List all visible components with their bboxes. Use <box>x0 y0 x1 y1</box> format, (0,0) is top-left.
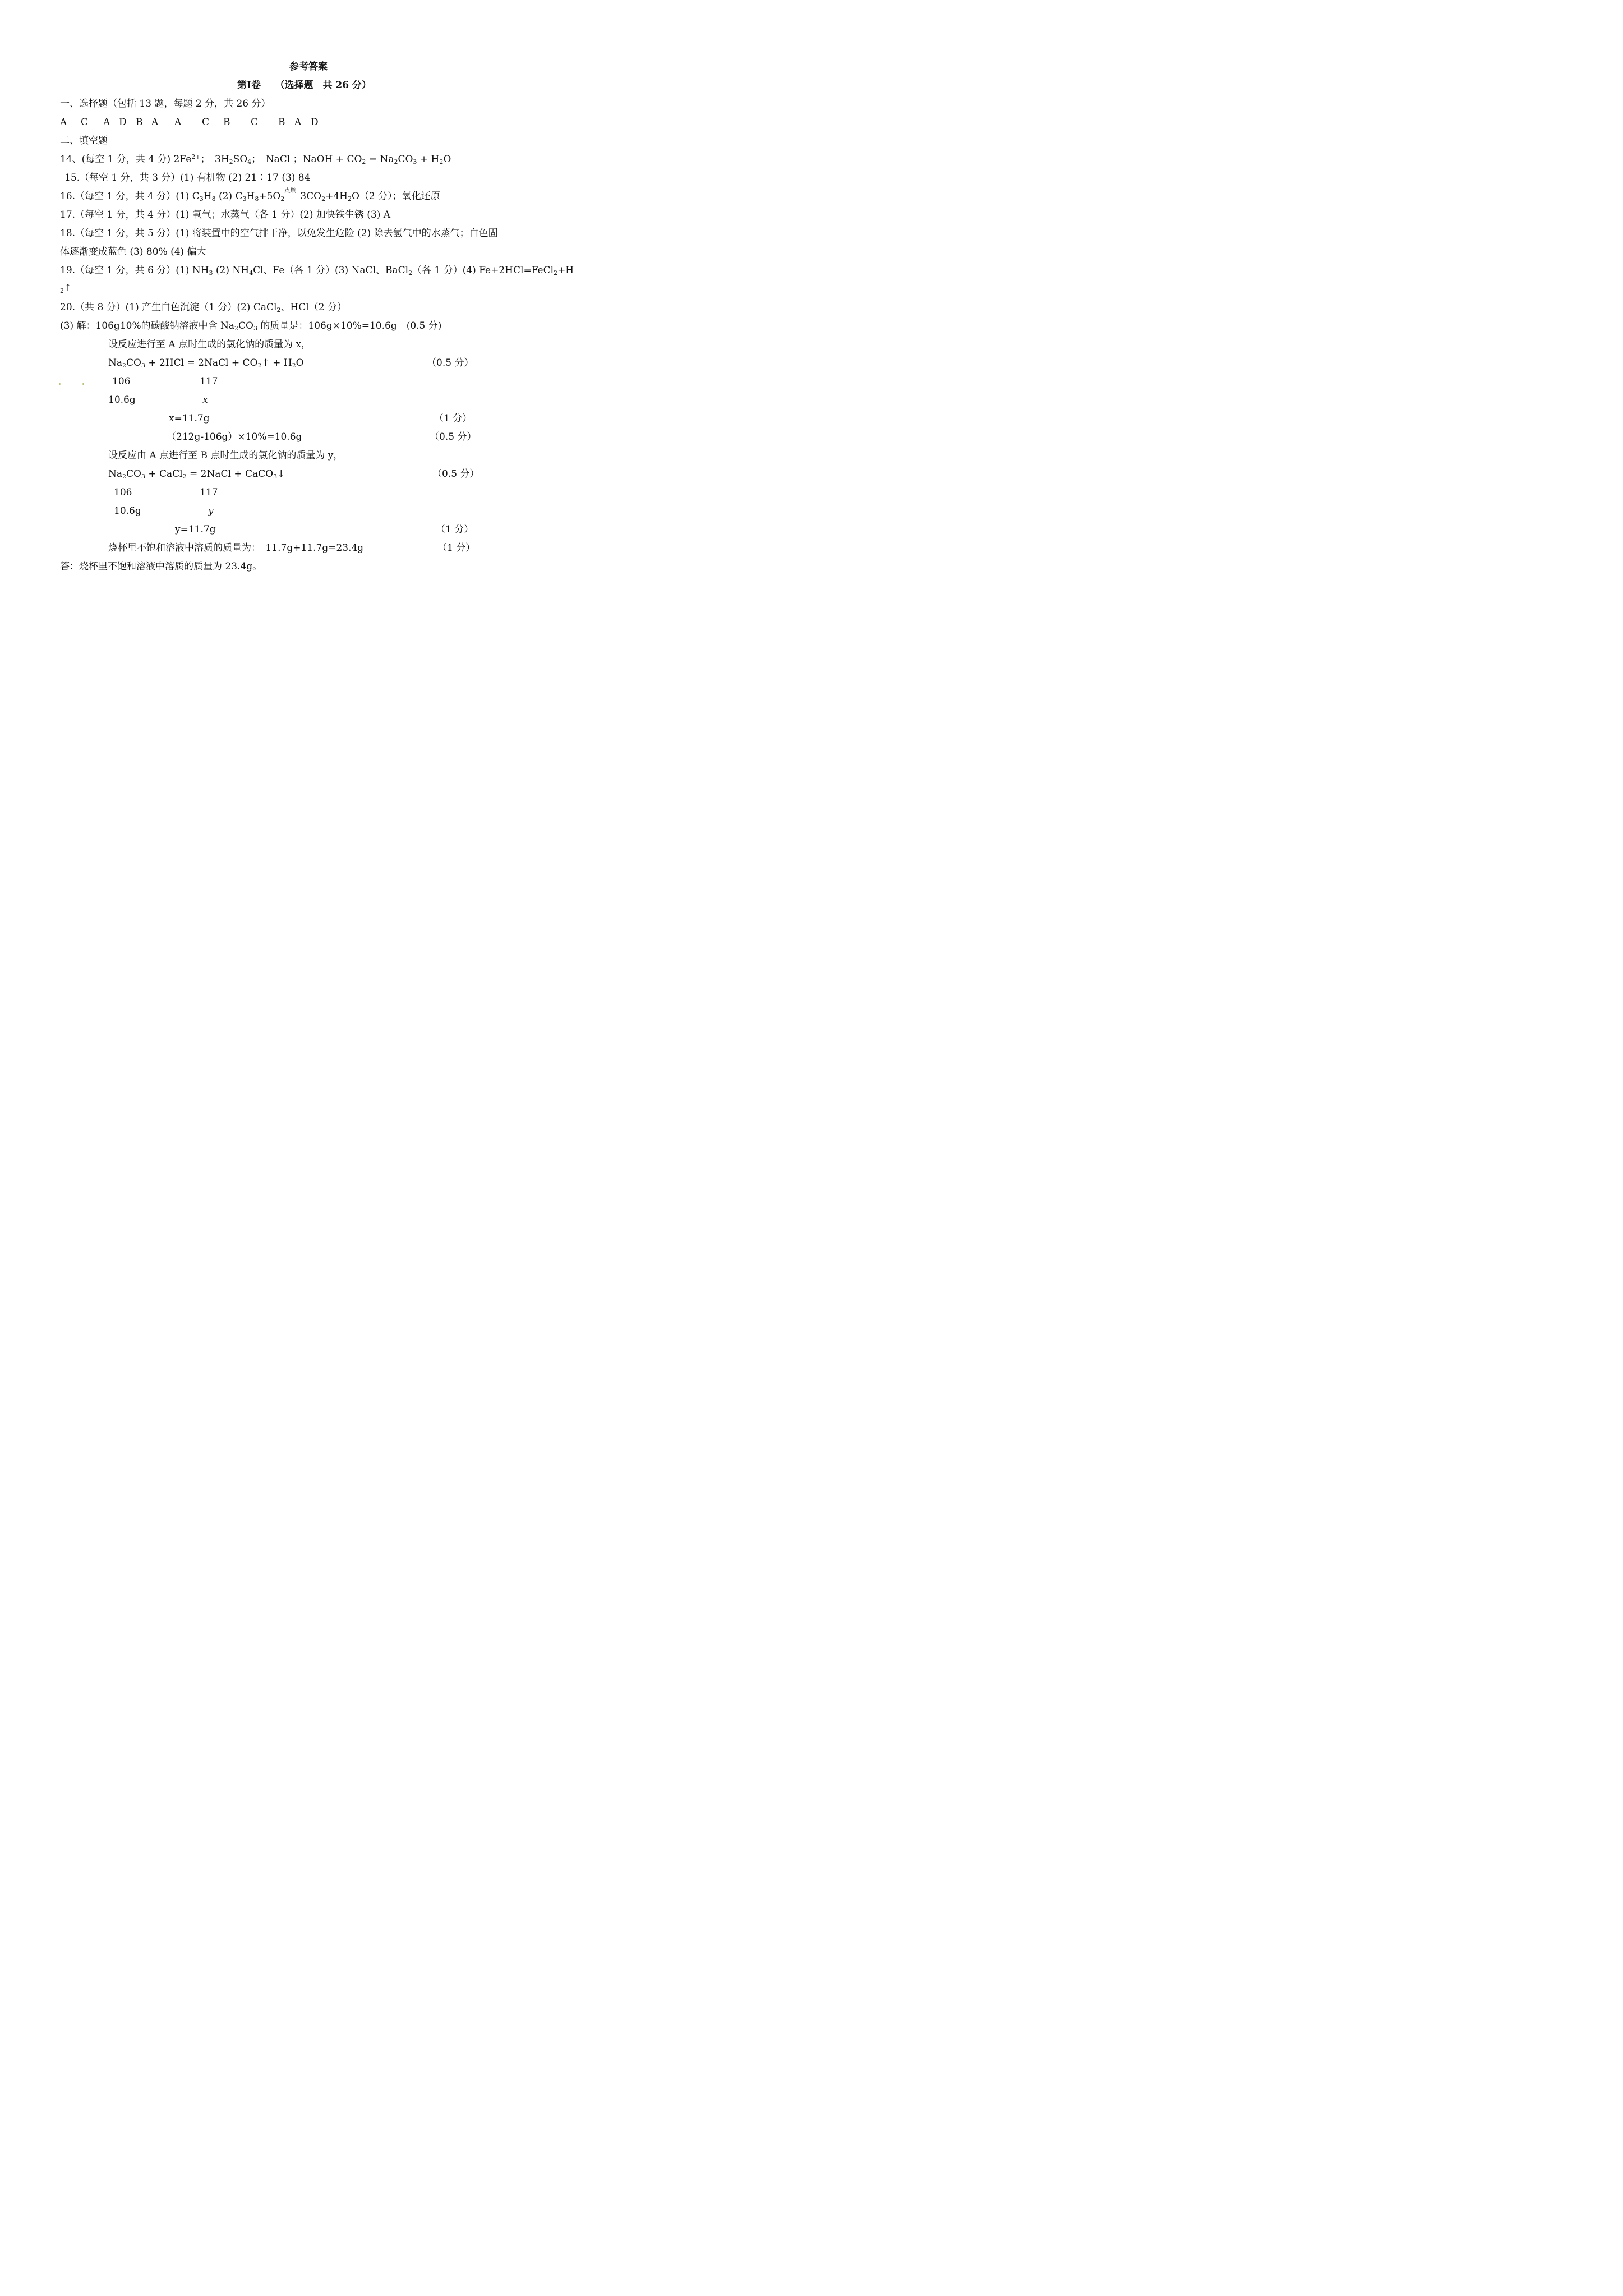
answer-6: A <box>151 117 159 128</box>
answer-9: B <box>223 117 230 128</box>
q20-final-answer: 答：烧杯里不饱和溶液中溶质的质量为 23.4g。 <box>60 561 262 572</box>
decorative-dot <box>59 383 61 385</box>
part1-heading: 一、选择题（包括 13 题，每题 2 分，共 26 分） <box>60 98 271 109</box>
q18-answer-line1: 18.（每空 1 分，共 5 分）(1) 将装置中的空气排干净，以免发生危险 (2) 除去氢气中的水蒸气；白色固 <box>60 228 498 239</box>
q20-eq2-value: 10.6g <box>114 505 141 517</box>
reaction-condition: 点燃 <box>284 188 300 204</box>
q19-answer-line2: $_2$↑ <box>60 283 72 295</box>
q20-solution-intro: (3) 解：106g10%的碳酸钠溶液中含 $Na_2CO_3$ 的质量是：106g×10%=10.6g (0.5 分) <box>60 320 442 332</box>
q20-eq1-unknown: x <box>202 394 208 406</box>
q20-calc-2: （212g-106g）×10%=10.6g <box>167 431 302 443</box>
answer-3: A <box>103 117 110 128</box>
answer-10: C <box>251 117 259 128</box>
q17-answer: 17.（每空 1 分，共 4 分）(1) 氧气；水蒸气（各 1 分）(2) 加快铁生锈 (3) A <box>60 209 391 220</box>
score: （1 分） <box>434 413 472 424</box>
q16-answer: 16.（每空 1 分，共 4 分）(1) $C_3H_8$ (2) $C_3H_8+5O_2$ 点燃 $3CO_2+4H_2O(2$ 分）；氧化还原 <box>60 188 440 204</box>
answer-5: B <box>136 117 143 128</box>
q20-eq1-value: 10.6g <box>108 394 136 406</box>
q20-eq2-mass-117: 117 <box>200 487 218 498</box>
q20-eq1-mass-117: 117 <box>200 376 218 387</box>
score: （1 分） <box>436 524 474 535</box>
score: （0.5 分） <box>432 468 479 480</box>
section-title: 第Ⅰ卷 （选择题 共 26 分） <box>237 80 371 91</box>
answer-8: C <box>202 117 210 128</box>
q20-x-result: x=11.7g <box>169 413 210 424</box>
score: （0.5 分） <box>427 357 474 369</box>
answer-11: B <box>278 117 285 128</box>
q20-eq2-mass-106: 106 <box>114 487 132 498</box>
decorative-dot <box>82 383 84 385</box>
q20-total: 烧杯里不饱和溶液中溶质的质量为： 11.7g+11.7g=23.4g <box>108 542 364 554</box>
q20-eq2-unknown: y <box>208 505 214 517</box>
answer-4: D <box>119 117 127 128</box>
q20-equation-2: $Na_2CO_3$ + CaCl$_2$ = 2NaCl + CaCO$_3$↓ （0.5 分） <box>108 466 501 482</box>
part2-heading: 二、填空题 <box>60 135 108 146</box>
answer-2: C <box>81 117 89 128</box>
q20-eq1-mass-106: 106 <box>112 376 131 387</box>
q15-answer: 15.（每空 1 分，共 3 分）(1) 有机物 (2) 21∶17 (3) 84 <box>64 172 311 183</box>
answer-12: A <box>294 117 302 128</box>
answer-7: A <box>174 117 182 128</box>
q14-answer: 14、(每空 1 分，共 4 分) $2Fe^{2+}$； $3H_2SO_4$； NaCl ；NaOH + $CO_2 = Na_2CO_3 + H_2O$ <box>60 153 451 165</box>
q20-equation-1: $Na_2CO_3 + 2HCl$ = 2NaCl + $CO_2↑ + H_2O$ （0.5 分） <box>108 355 501 371</box>
q20-set-y: 设反应由 A 点进行至 B 点时生成的氯化钠的质量为 y， <box>108 450 343 461</box>
score: （0.5 分） <box>430 431 477 443</box>
answer-1: A <box>60 117 67 128</box>
page-title: 参考答案 <box>289 61 328 72</box>
q18-answer-line2: 体逐渐变成蓝色 (3) 80% (4) 偏大 <box>60 246 206 257</box>
q20-answer-line1: 20.（共 8 分）(1) 产生白色沉淀（1 分）(2) CaCl$_2$、HCl（2 分） <box>60 302 347 314</box>
q20-y-result: y=11.7g <box>175 524 216 535</box>
q20-set-x: 设反应进行至 A 点时生成的氯化钠的质量为 x， <box>108 339 311 350</box>
answer-13: D <box>311 117 319 128</box>
q19-answer-line1: 19.（每空 1 分，共 6 分）(1) $NH_3$ (2) $NH_4Cl$、Fe（各 1 分）(3) NaCl、BaCl$_2$（各 1 分）(4) Fe+2HCl=FeCl$_2$+H <box>60 265 574 277</box>
score: （1 分） <box>437 542 476 554</box>
